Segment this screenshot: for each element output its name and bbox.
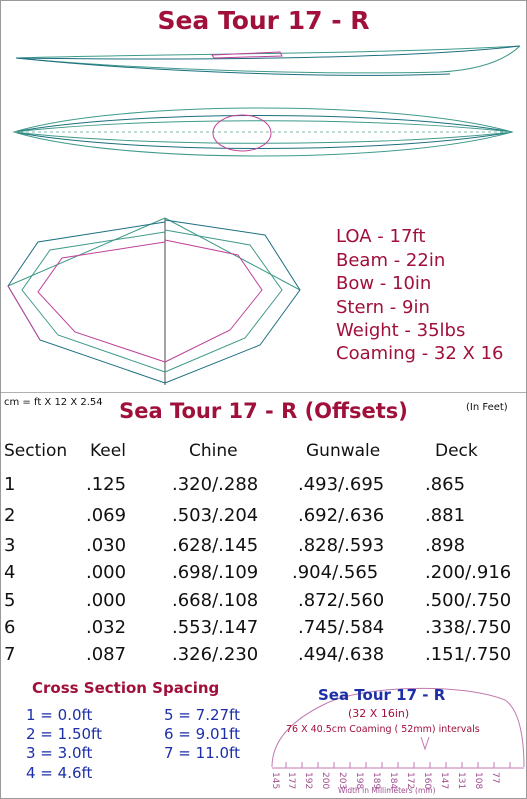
tick-label: 189 [371,772,381,790]
table-cell: .326/.230 [172,644,259,665]
table-cell: .087 [86,644,127,665]
table-cell: .151/.750 [425,644,512,665]
body-plan-view [8,218,300,385]
table-cell: 5 [4,590,16,611]
coaming-size: (32 X 16in) [348,707,410,720]
table-cell: 7 [4,644,16,665]
table-cell: .030 [86,535,127,556]
column-header-section: Section [4,441,68,461]
table-cell: .000 [86,562,127,583]
table-cell: .668/.108 [172,590,259,611]
spec-stern: Stern - 9in [336,297,430,318]
spacing-item: 2 = 1.50ft [26,725,102,743]
spacing-item: 3 = 3.0ft [26,744,93,762]
table-cell: .032 [86,617,127,638]
coaming-title: Sea Tour 17 - R [318,686,446,704]
table-cell: 3 [4,535,16,556]
main-title: Sea Tour 17 - R [157,6,370,35]
table-cell: .898 [425,535,466,556]
tick-label: 172 [405,772,415,790]
column-header-keel: Keel [90,441,126,461]
spacing-item: 1 = 0.0ft [26,706,93,724]
top-plan-view [14,108,512,156]
tick-label: 77 [490,772,500,784]
table-cell: 6 [4,617,16,638]
table-cell: .904/.565 [292,562,379,583]
table-cell: .628/.145 [172,535,259,556]
spacing-item: 7 = 11.0ft [164,744,240,762]
offsets-title: Sea Tour 17 - R (Offsets) [119,399,408,423]
table-cell: .338/.750 [425,617,512,638]
table-cell: .125 [86,474,127,495]
tick-label: 108 [473,772,483,790]
tick-label: 184 [388,772,398,790]
table-cell: .500/.750 [425,590,512,611]
units-note: (In Feet) [466,402,508,413]
table-cell: .320/.288 [172,474,259,495]
spec-weight: Weight - 35lbs [336,320,466,341]
table-cell: 1 [4,474,16,495]
table-cell: .865 [425,474,466,495]
tick-label: 147 [439,772,449,790]
table-cell: .828/.593 [298,535,385,556]
column-header-gunwale: Gunwale [306,441,381,461]
tick-label: 192 [303,772,313,790]
column-header-chine: Chine [189,441,238,461]
spec-coaming: Coaming - 32 X 16 [336,343,504,364]
table-cell: .553/.147 [172,617,259,638]
section-divider [1,392,526,393]
table-cell: .698/.109 [172,562,259,583]
spacing-item: 6 = 9.01ft [164,725,240,743]
spec-beam: Beam - 22in [336,250,446,271]
table-cell: .503/.204 [172,505,259,526]
tick-label: 200 [320,772,330,790]
table-cell: .872/.560 [298,590,385,611]
tick-label: 203 [337,772,347,790]
column-header-deck: Deck [435,441,478,461]
table-cell: .069 [86,505,127,526]
tick-label: 145 [270,772,280,790]
coaming-axis-label: Width in Millimeters (mm) [338,786,436,795]
spacing-item: 4 = 4.6ft [26,764,93,782]
spec-bow: Bow - 10in [336,273,432,294]
table-cell: .000 [86,590,127,611]
table-cell: .745/.584 [298,617,385,638]
tick-label: 131 [456,772,466,790]
table-cell: .494/.638 [298,644,385,665]
tick-label: 177 [286,772,296,790]
coaming-note: 76 X 40.5cm Coaming ( 52mm) intervals [286,724,480,735]
table-cell: 2 [4,505,16,526]
side-profile-view [16,46,520,75]
spec-loa: LOA - 17ft [336,226,426,247]
cross-section-spacing-title: Cross Section Spacing [32,679,220,697]
table-cell: .200/.916 [425,562,512,583]
tick-label: 160 [422,772,432,790]
table-cell: 4 [4,562,16,583]
table-cell: .692/.636 [298,505,385,526]
cm-conversion-note: cm = ft X 12 X 2.54 [4,397,103,408]
table-cell: .881 [425,505,466,526]
tick-label: 198 [354,772,364,790]
spacing-item: 5 = 7.27ft [164,706,240,724]
table-cell: .493/.695 [298,474,385,495]
